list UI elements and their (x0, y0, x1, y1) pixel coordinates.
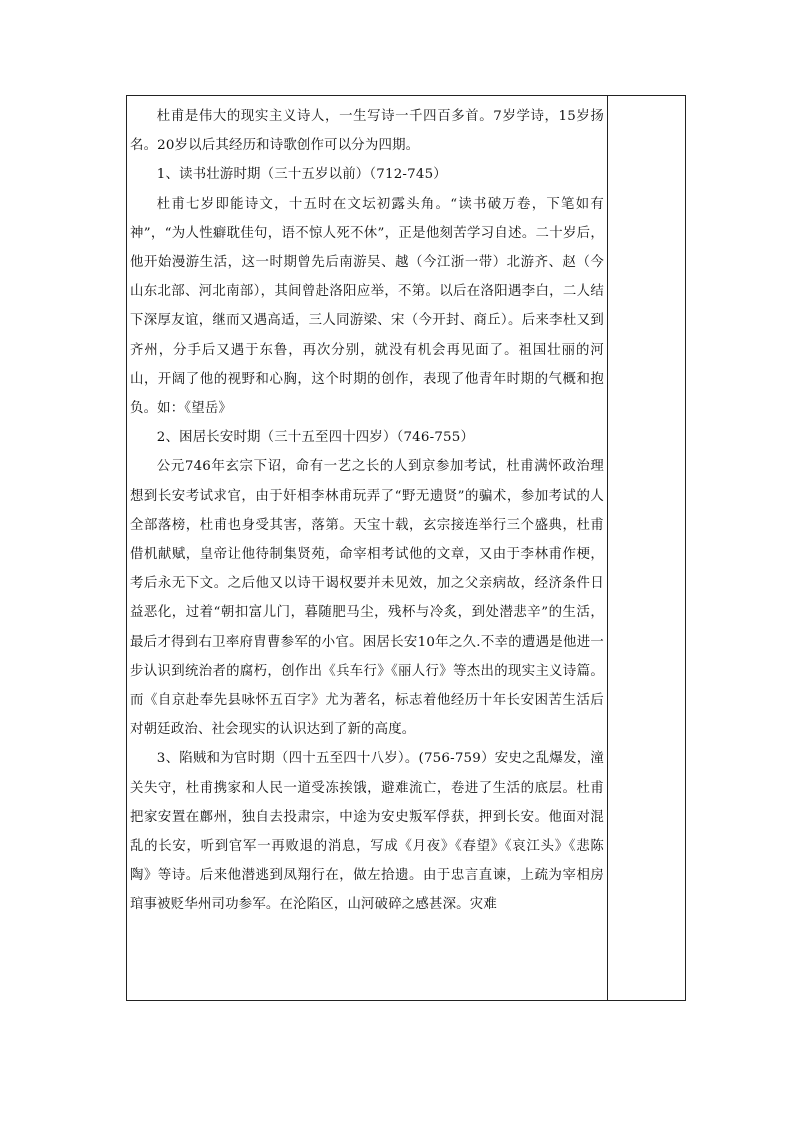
heading-period-1: 1、读书壮游时期（三十五岁以前）（712-745） (156, 167, 447, 183)
content-table (126, 95, 686, 1001)
heading-period-2: 2、困居长安时期（三十五至四十四岁）（746-755） (156, 430, 475, 446)
main-text-cell (127, 96, 608, 1000)
notes-cell (608, 96, 685, 1000)
paragraph-period-1: 杜甫七岁即能诗文，十五时在文坛初露头角。“读书破万卷，下笔如有神”，“为人性癖耽佳句，语不惊人死不休”，正是他刻苦学习自述。二十岁后， 他开始漫游生活，这一时期曾先后南游吴、越（今江浙一带）北游齐、赵（今山东北部、河北南部），其间曾赴洛阳应举，不第。以后在洛阳遇李白，二人结下深厚友谊，继而又遇高适，三人同游梁、宋（今开封、商丘）。后来李杜又到齐州，分手后又遇于东鲁，再次分别，就没有机会再见面了。祖国壮丽的河山，开阔了他的视野和心胸，这个时期的创作，表现了他青年时期的气概和抱负。如：《望岳》 (130, 196, 604, 417)
paragraph-period-2: 公元746年玄宗下诏，命有一艺之长的人到京参加考试，杜甫满怀政治理想到长安考试求官，由于奸相李林甫玩弄了“野无遗贤”的骗术，参加考试的人全部落榜，杜甫也身受其害，落第。天宝十载，玄宗接连举行三个盛典，杜甫借机献赋，皇帝让他待制集贤苑，命宰相考试他的文章，又由于李林甫作梗，考后永无下文。之后他又以诗干谒权要并未见效，加之父亲病故，经济条件日益恶化，过着“朝扣富儿门，暮随肥马尘，残杯与冷炙，到处潜悲辛”的生活，最后才得到右卫率府胄曹参军的小官。困居长安10年之久.不幸的遭遇是他进一步认识到统治者的腐朽，创作出《兵车行》《丽人行》等杰出的现实主义诗篇。而《自京赴奉先县咏怀五百字》尤为著名，标志着他经历十年长安困苦生活后对朝廷政治、社会现实的认识达到了新的高度。 (130, 459, 604, 738)
paragraph-period-3: 3、陷贼和为官时期（四十五至四十八岁）。(756-759）安史之乱爆发，潼关失守，杜甫携家和人民一道受冻挨饿，避难流亡，卷进了生活的底层。杜甫把家安置在鄜州，独自去投肃宗，中途为安史叛军俘获，押到长安。他面对混乱的长安，听到官军一再败退的消息，写成《月夜》《春望》《哀江头》《悲陈陶》等诗。后来他潜逃到凤翔行在，做左拾遗。由于忠言直谏，上疏为宰相房琯事被贬华州司功参军。在沦陷区，山河破碎之感甚深。灾难 (130, 751, 604, 913)
paragraph-intro: 杜甫是伟大的现实主义诗人，一生写诗一千四百多首。7岁学诗，15岁扬名。20岁以后其经历和诗歌创作可以分为四期。 (130, 109, 604, 154)
